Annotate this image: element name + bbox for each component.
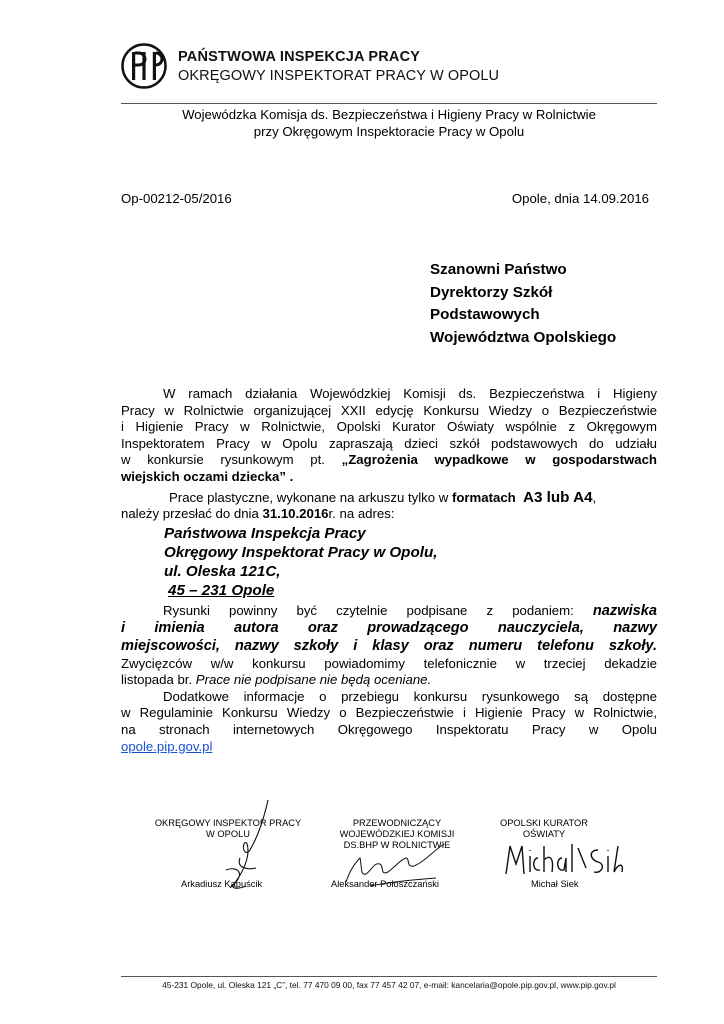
paragraph-2-line-2 (121, 506, 657, 523)
results-month: listopada br. (121, 672, 193, 688)
paragraph-6-line-2: w Regulaminie Konkursu Wiedzy o Bezpieczeństwie i Higienie Pracy w Rolnictwie, (121, 705, 657, 721)
paragraph-4-line-3: miejscowości, nazwy szkoły i klasy oraz numeru telefonu szkoły. (121, 637, 657, 654)
format-value: A3 lub A4 (523, 488, 593, 506)
paragraph-6-line-4 (121, 739, 657, 756)
address-line-1: Państwowa Inspekcja Pracy (164, 524, 366, 542)
paragraph-6-line-1: Dodatkowe informacje o przebiegu konkursu rysunkowego są dostępne (163, 688, 657, 704)
format-comma: , (592, 489, 597, 505)
organization-subtitle: OKRĘGOWY INSPEKTORAT PRACY W OPOLU (178, 68, 500, 84)
signature-3-name: Michał Siek (531, 879, 579, 889)
paragraph-4-line-1 (121, 602, 657, 621)
labeling-intro: Rysunki powinny być czytelnie podpisane z podaniem: (163, 602, 574, 618)
paragraph-1-line-6 (121, 469, 657, 486)
format-label: formatach (451, 489, 516, 505)
commission-heading (121, 107, 657, 140)
paragraph-1-line-3: i Higienie Pracy w Rolnictwie, Opolski Kurator Oświaty wspólnie z Okręgowym (121, 419, 657, 435)
paragraph-5-line-1: Zwycięzców w/w konkursu powiadomimy telefonicznie w trzeciej dekadzie (121, 655, 657, 671)
paragraph-1-line-1: W ramach działania Wojewódzkiej Komisji ds. Bezpieczeństwa i Higieny (163, 386, 657, 401)
signature-1-scribble (206, 798, 276, 898)
deadline-suffix: r. (328, 506, 336, 522)
reference-number: Op-00212-05/2016 (121, 191, 232, 206)
footer-contact: 45-231 Opole, ul. Oleska 121 „C”, tel. 77 470 09 00, fax 77 457 42 07, e-mail: kancelaria@opole.pip.gov.pl, www.pip.gov.pl (162, 980, 616, 990)
deadline-date: 31.10.2016 (262, 506, 329, 522)
signature-2-name: Aleksander Połoszczański (331, 879, 439, 889)
signature-2-title-line-1: PRZEWODNICZĄCY (352, 818, 442, 828)
signature-1-title-line-2: W OPOLU (206, 829, 250, 839)
website-link[interactable]: opole.pip.gov.pl (121, 738, 213, 754)
pip-logo-icon (121, 43, 167, 89)
paragraph-1-line-2: Pracy w Rolnictwie organizującej XXII edycję Konkursu Wiedzy o Bezpieczeństwie (121, 402, 657, 418)
signature-block-3-title (486, 818, 602, 840)
signature-1-name: Arkadiusz Kapuścik (181, 879, 263, 889)
paragraph-4-line-2: i imienia autora oraz prowadzącego nauczyciela, nazwy (121, 620, 657, 637)
addressee-line-3: Podstawowych (430, 306, 540, 324)
paragraph-1-line-4: Inspektoratem Pracy w Opolu zapraszają dzieci szkół podstawowych do udziału (121, 435, 657, 451)
address-line-3: ul. Oleska 121C, (164, 562, 281, 580)
signature-1-title-line-1: OKRĘGOWY INSPEKTOR PRACY (154, 818, 302, 828)
letter-body (121, 386, 657, 755)
signature-2-scribble (340, 836, 450, 890)
signature-3-handwriting (502, 840, 626, 880)
signature-2-title-line-3: DS.BHP W ROLNICTWIE (343, 840, 451, 850)
place-date: Opole, dnia 14.09.2016 (511, 191, 649, 206)
addressee-block (430, 259, 616, 349)
paragraph-1-line-5 (121, 452, 657, 469)
paragraph-5-line-2 (121, 672, 657, 689)
contest-intro: w konkursie rysunkowym pt. (121, 452, 325, 468)
commission-line-1: Wojewódzka Komisja ds. Bezpieczeństwa i Higieny Pracy w Rolnictwie (182, 107, 596, 122)
mailing-address (121, 524, 657, 600)
header-divider (121, 103, 657, 104)
signature-2-title-line-2: WOJEWÓDZKIEJ KOMISJI (339, 829, 455, 839)
format-intro: Prace plastyczne, wykonane na arkuszu tylko w (169, 489, 449, 505)
addressee-line-2: Dyrektorzy Szkół (430, 283, 553, 301)
unsigned-warning: Prace nie podpisane nie będą oceniane. (195, 672, 432, 688)
paragraph-6-line-3: na stronach internetowych Okręgowego Inspektoratu Pracy w Opolu (121, 721, 657, 737)
addressee-line-4: Województwa Opolskiego (430, 328, 617, 346)
contest-title-end: . (285, 468, 294, 484)
address-line-4: 45 – 231 Opole (168, 581, 275, 599)
paragraph-2-line-1 (121, 490, 657, 507)
organization-name: PAŃSTWOWA INSPEKCJA PRACY (178, 49, 421, 65)
contest-title-part-2: wiejskich oczami dziecka” (121, 468, 286, 484)
addressee-line-1: Szanowni Państwo (430, 261, 567, 278)
footer-divider (121, 976, 657, 977)
deadline-intro: należy przesłać do dnia (121, 506, 259, 522)
labeling-name: nazwiska (592, 602, 657, 619)
address-line-2: Okręgowy Inspektorat Pracy w Opolu, (164, 543, 438, 561)
signature-3-title-line-2: OŚWIATY (522, 829, 566, 839)
contest-title-part-1: „Zagrożenia wypadkowe w gospodarstwach (341, 452, 657, 468)
signature-3-title-line-1: OPOLSKI KURATOR (500, 818, 588, 828)
commission-line-2: przy Okręgowym Inspektoracie Pracy w Opolu (253, 123, 525, 139)
address-intro: na adres: (335, 506, 395, 522)
